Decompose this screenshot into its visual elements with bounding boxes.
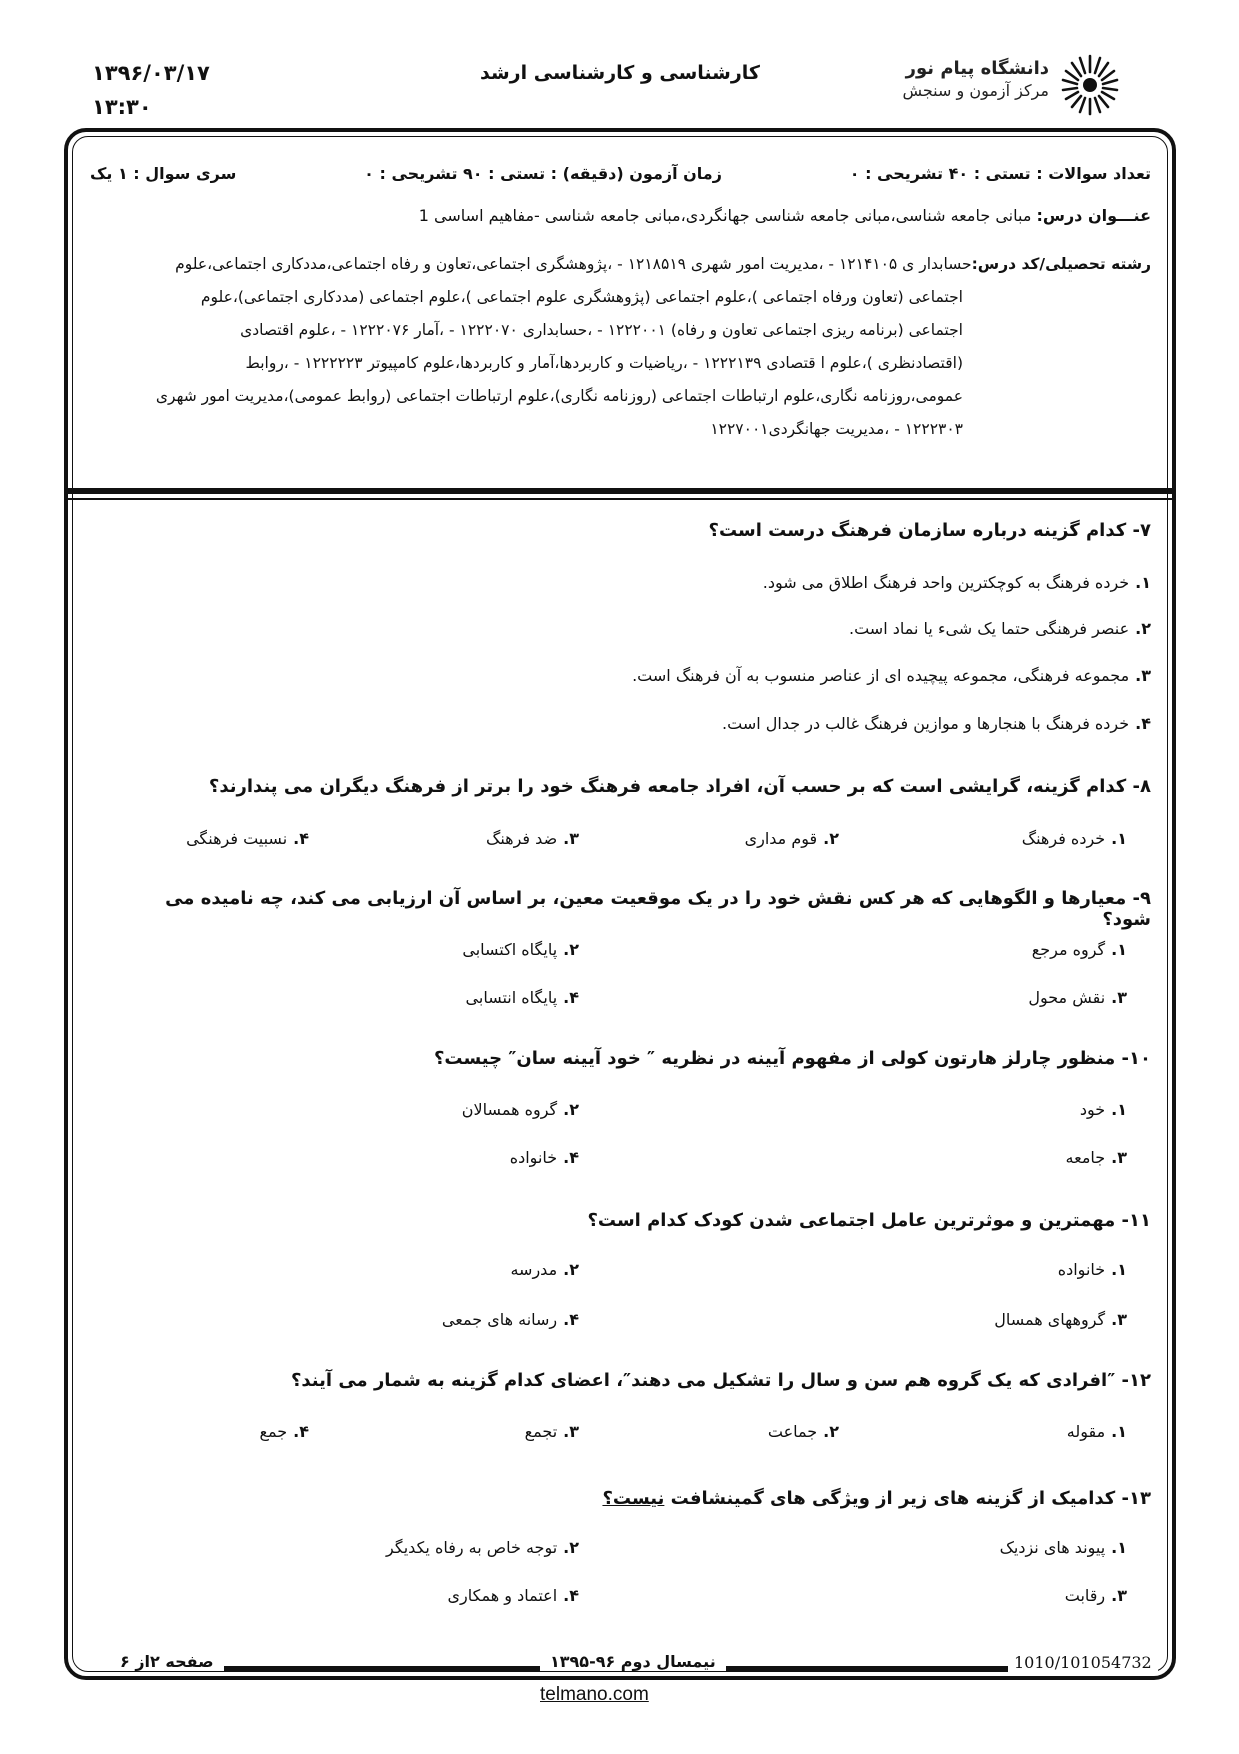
field-of-study-block: [86, 248, 1151, 446]
question-emphasis: نیست؟: [602, 1488, 665, 1509]
option-number: ۲.: [563, 1100, 579, 1119]
option-q7-2[interactable]: [849, 619, 1151, 638]
question-number: ۹-: [1132, 888, 1151, 909]
option-number: ۳.: [1111, 1310, 1127, 1329]
option-q12-3[interactable]: [525, 1422, 579, 1441]
option-q12-2[interactable]: [768, 1422, 839, 1441]
university-name-block: [902, 58, 1049, 102]
option-number: ۳.: [1111, 1586, 1127, 1605]
question-number: ۷-: [1132, 520, 1151, 541]
question-text: کدام گزینه درباره سازمان فرهنگ درست است؟: [708, 520, 1127, 541]
option-number: ۲.: [823, 829, 839, 848]
option-text: توجه خاص به رفاه یکدیگر: [386, 1538, 558, 1557]
question-8: [120, 776, 1151, 797]
option-number: ۳.: [1111, 1148, 1127, 1167]
option-q9-4[interactable]: [466, 988, 579, 1007]
option-number: ۳.: [563, 829, 579, 848]
option-text: خرده فرهنگ به کوچکترین واحد فرهنگ اطلاق می شود.: [762, 573, 1130, 592]
option-q10-1[interactable]: [1080, 1100, 1127, 1119]
option-text: اعتماد و همکاری: [447, 1586, 558, 1605]
option-q13-1[interactable]: [1000, 1538, 1127, 1557]
option-q9-1[interactable]: [1032, 940, 1127, 959]
field-line-2: اجتماعی (تعاون ورفاه اجتماعی )،علوم اجتماعی (پژوهشگری علوم اجتماعی )،علوم اجتماعی (مددکاری اجتماعی)،علوم: [200, 288, 963, 306]
option-number: ۱.: [1111, 1422, 1127, 1441]
course-title-row: [419, 206, 1151, 225]
term-label: نیمسال دوم ۹۶-۱۳۹۵: [540, 1652, 726, 1671]
option-text: مقوله: [1066, 1422, 1106, 1441]
option-q10-4[interactable]: [510, 1148, 579, 1167]
question-text: کدام گزینه، گرایشی است که بر حسب آن، افراد جامعه فرهنگ خود را برتر از فرهنگ دیگران می پندارند؟: [208, 776, 1127, 797]
option-text: گروههای همسال: [994, 1310, 1106, 1329]
option-text: پیوند های نزدیک: [999, 1538, 1106, 1557]
header-separator: [68, 488, 1172, 494]
course-title-value: مبانی جامعه شناسی،مبانی جامعه شناسی جهانگردی،مبانی جامعه شناسی -مفاهیم اساسی 1: [418, 206, 1032, 225]
option-q11-3[interactable]: [994, 1310, 1127, 1329]
option-text: خانواده: [509, 1148, 558, 1167]
option-text: جماعت: [767, 1422, 818, 1441]
option-q13-4[interactable]: [448, 1586, 579, 1605]
option-text: جمع: [259, 1422, 288, 1441]
question-text: مهمترین و موثرترین عامل اجتماعی شدن کودک کدام است؟: [587, 1210, 1116, 1231]
option-number: ۱.: [1135, 573, 1151, 592]
option-number: ۲.: [563, 1538, 579, 1557]
option-q11-4[interactable]: [442, 1310, 579, 1329]
field-line-4: (اقتصادنظری )،علوم ا قتصادی ۱۲۲۲۱۳۹ - ،ریاضیات و کاربردها،آمار و کاربردها،علوم کامپیوتر ۱۲۲۲۲۲۳ - ،روابط: [245, 354, 963, 372]
option-text: رقابت: [1064, 1586, 1106, 1605]
exam-info-row: [90, 164, 1151, 183]
option-q11-2[interactable]: [510, 1260, 579, 1279]
option-q10-2[interactable]: [462, 1100, 579, 1119]
question-number: ۱۳-: [1121, 1488, 1151, 1509]
option-q12-4[interactable]: [260, 1422, 310, 1441]
header-separator-thin: [68, 498, 1172, 500]
option-text: نسبیت فرهنگی: [186, 829, 288, 848]
option-text: خرده فرهنگ با هنجارها و موازین فرهنگ غالب در جدال است.: [722, 714, 1130, 733]
option-text: جامعه: [1065, 1148, 1106, 1167]
option-q9-3[interactable]: [1028, 988, 1127, 1007]
option-number: ۲.: [563, 940, 579, 959]
option-text: خرده فرهنگ: [1021, 829, 1106, 848]
option-text: گروه مرجع: [1031, 940, 1106, 959]
option-text: مدرسه: [510, 1260, 558, 1279]
option-text: عنصر فرهنگی حتما یک شیء یا نماد است.: [849, 619, 1130, 638]
option-text: رسانه های جمعی: [441, 1310, 558, 1329]
question-count: تعداد سوالات : تستی : ۴۰ تشریحی : ۰: [849, 164, 1151, 183]
option-q8-1[interactable]: [1022, 829, 1127, 848]
exam-level-title: کارشناسی و کارشناسی ارشد: [480, 62, 760, 84]
option-number: ۱.: [1111, 940, 1127, 959]
option-text: تجمع: [524, 1422, 558, 1441]
exam-date-time: [92, 56, 210, 124]
option-text: پایگاه اکتسابی: [462, 940, 558, 959]
option-number: ۴.: [1135, 714, 1151, 733]
option-text: گروه همسالان: [461, 1100, 558, 1119]
center-name: مرکز آزمون و سنجش: [902, 81, 1049, 100]
field-line-6: ۱۲۲۲۳۰۳ - ،مدیریت جهانگردی۱۲۲۷۰۰۱: [710, 420, 963, 438]
field-line-1: رشته تحصیلی/کد درس:حسابدار ی ۱۲۱۴۱۰۵ - ،مدیریت امور شهری ۱۲۱۸۵۱۹ - ،پژوهشگری اجتماعی،تعاون و رفاه اجتماعی،مددکاری اجتماعی،علوم: [175, 255, 1151, 273]
exam-date: ۱۳۹۶/۰۳/۱۷: [92, 61, 210, 85]
exam-code: 1010/101054732: [1008, 1653, 1158, 1672]
page-number: صفحه ۲از ۶: [110, 1652, 224, 1671]
question-number: ۱۰-: [1121, 1048, 1151, 1069]
option-q8-3[interactable]: [486, 829, 579, 848]
option-q11-1[interactable]: [1058, 1260, 1127, 1279]
question-number: ۱۱-: [1121, 1210, 1151, 1231]
university-logo-icon: [1057, 52, 1123, 118]
question-13: [120, 1488, 1151, 1509]
option-number: ۴.: [293, 829, 309, 848]
option-number: ۳.: [1135, 666, 1151, 685]
option-text: نقش محول: [1028, 988, 1106, 1007]
exam-duration: زمان آزمون (دقیقه) : تستی : ۹۰ تشریحی : ۰: [364, 164, 722, 183]
option-number: ۴.: [563, 988, 579, 1007]
option-text: خانواده: [1057, 1260, 1106, 1279]
field-label: رشته تحصیلی/کد درس:: [971, 255, 1151, 273]
question-text: کدامیک از گزینه های زیر از ویژگی های گمینشافت: [664, 1488, 1116, 1509]
option-number: ۳.: [1111, 988, 1127, 1007]
option-text: خود: [1079, 1100, 1106, 1119]
option-number: ۲.: [1135, 619, 1151, 638]
option-number: ۱.: [1111, 1538, 1127, 1557]
exam-time: ۱۳:۳۰: [92, 95, 152, 119]
question-number: ۱۲-: [1121, 1370, 1151, 1391]
option-number: ۴.: [563, 1310, 579, 1329]
university-name: دانشگاه پیام نور: [905, 58, 1049, 79]
question-number: ۸-: [1132, 776, 1151, 797]
question-text: ″افرادی که یک گروه هم سن و سال را تشکیل می دهند″، اعضای کدام گزینه به شمار می آیند؟: [290, 1370, 1116, 1391]
option-number: ۱.: [1111, 1260, 1127, 1279]
option-number: ۳.: [563, 1422, 579, 1441]
option-q12-1[interactable]: [1067, 1422, 1127, 1441]
option-number: ۲.: [563, 1260, 579, 1279]
course-title-label: عنـــوان درس:: [1036, 206, 1151, 225]
question-text: معیارها و الگوهایی که هر کس نقش خود را در یک موقعیت معین، بر اساس آن ارزیابی می کند، چه نامیده می شود؟: [165, 888, 1151, 930]
option-q13-3[interactable]: [1065, 1586, 1127, 1605]
question-7: [120, 520, 1151, 541]
option-number: ۱.: [1111, 829, 1127, 848]
option-q8-4[interactable]: [186, 829, 309, 848]
question-10: [120, 1048, 1151, 1069]
option-text: پایگاه انتسابی: [465, 988, 558, 1007]
question-text: منظور چارلز هارتون کولی از مفهوم آیینه در نظریه ″ خود آیینه سان″ چیست؟: [433, 1048, 1116, 1069]
option-q9-2[interactable]: [462, 940, 579, 959]
option-q10-3[interactable]: [1066, 1148, 1127, 1167]
field-line-3: اجتماعی (برنامه ریزی اجتماعی تعاون و رفاه) ۱۲۲۲۰۰۱ - ،حسابداری ۱۲۲۲۰۷۰ - ،آمار ۱۲۲۲۰۷۶ - ،علوم اقتصادی: [240, 321, 963, 339]
option-text: قوم مداری: [744, 829, 818, 848]
option-number: ۴.: [563, 1586, 579, 1605]
question-series: سری سوال : ۱ یک: [90, 164, 237, 183]
option-number: ۱.: [1111, 1100, 1127, 1119]
option-q8-2[interactable]: [745, 829, 839, 848]
field-line-5: عمومی،روزنامه نگاری،علوم ارتباطات اجتماعی (روزنامه نگاری)،علوم ارتباطات اجتماعی (روابط عمومی)،مدیریت امور شهری: [155, 387, 963, 405]
option-q7-4[interactable]: [722, 714, 1151, 733]
option-q7-3[interactable]: [632, 666, 1151, 685]
option-text: ضد فرهنگ: [486, 829, 558, 848]
watermark-link[interactable]: telmano.com: [540, 1684, 649, 1705]
option-q7-1[interactable]: [763, 573, 1151, 592]
question-12: [120, 1370, 1151, 1391]
option-number: ۴.: [293, 1422, 309, 1441]
option-q13-2[interactable]: [386, 1538, 579, 1557]
option-number: ۲.: [823, 1422, 839, 1441]
question-11: [120, 1210, 1151, 1231]
option-number: ۴.: [563, 1148, 579, 1167]
question-9: [120, 888, 1151, 930]
option-text: مجموعه فرهنگی، مجموعه پیچیده ای از عناصر منسوب به آن فرهنگ است.: [632, 666, 1130, 685]
